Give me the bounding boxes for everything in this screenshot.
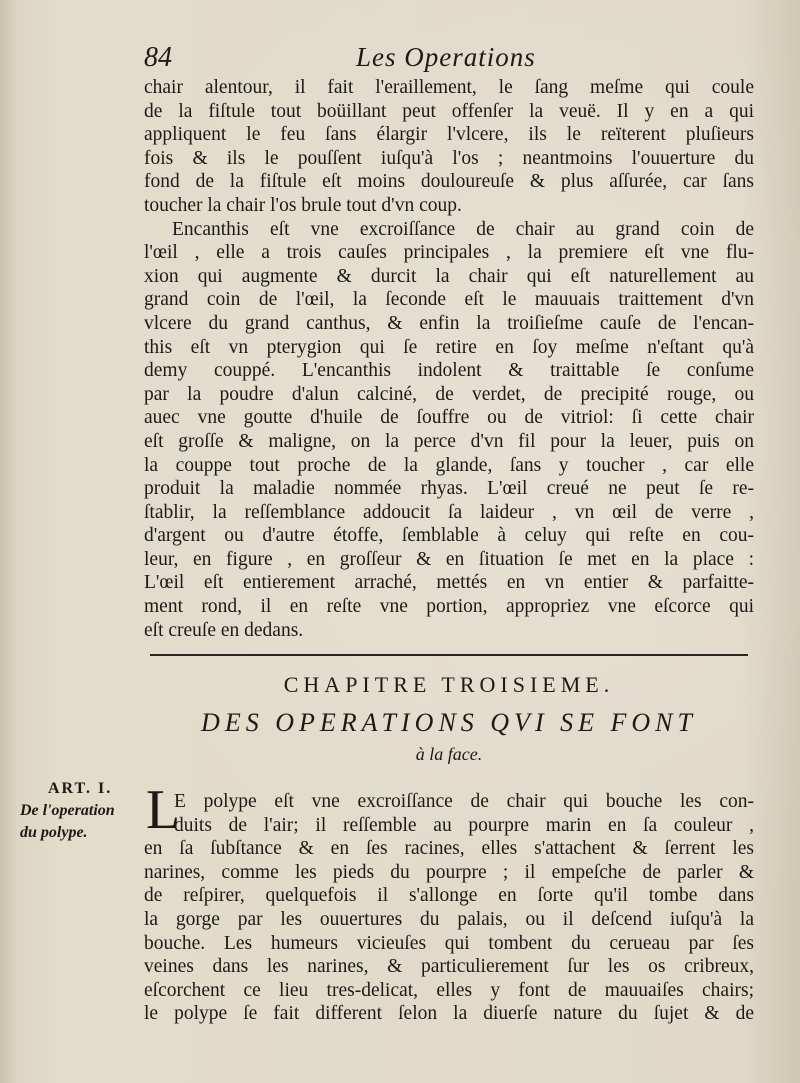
text-line: d'argent ou d'autre étoffe, ſemblable à celuy qui reſte en cou- — [144, 525, 754, 547]
text-line: en ſa ſubſtance & en ſes racines, elles s'attachent & ſerrent les — [144, 838, 754, 860]
text-line: narines, comme les pieds du pourpre ; il empeſche de parler & — [144, 861, 754, 883]
text-line: E polype eſt vne excroiſſance de chair qui bouche les con- — [174, 791, 754, 812]
text-line: par la poudre d'alun calciné, de verdet, de precipité rouge, ou — [144, 383, 754, 405]
text-line: grand coin de l'œil, la ſeconde eſt le mauuais traittement d'vn — [144, 289, 754, 311]
text-line: vlcere du grand canthus, & enfin la troiſieſme cauſe de l'encan- — [144, 312, 754, 334]
text-line: fois & ils le pouſſent iuſqu'à l'os ; neantmoins l'ouuerture du — [144, 147, 754, 169]
drop-cap: L — [146, 779, 181, 841]
section-title: DES OPERATIONS QVI SE FONT — [201, 708, 697, 737]
section-subtitle: à la face. — [415, 744, 483, 764]
section-divider — [150, 654, 748, 656]
text-line: ment rond, il en reſte vne portion, appropriez vne eſcorce qui — [144, 596, 754, 618]
chapter-title: CHAPITRE TROISIEME. — [283, 672, 615, 697]
text-line: leur, en figure , en groſſeur & en ſituation ſe met en la place : — [144, 548, 754, 570]
margin-note — [20, 778, 148, 844]
text-line: toucher la chair l'os brule tout d'vn coup. — [144, 194, 462, 216]
margin-note-line: De l'operation — [20, 802, 115, 819]
text-line: eſt creuſe en dedans. — [144, 619, 304, 641]
text-line: bouche. Les humeurs vicieuſes qui tombent du cerueau par ſes — [144, 932, 754, 954]
text-line: le polype ſe fait different ſelon la diuerſe nature du ſujet & de — [144, 1003, 754, 1025]
text-line: chair alentour, il fait l'eraillement, le ſang meſme qui coule — [144, 77, 754, 98]
text-line: auec vne goutte d'huile de ſouffre ou de vitriol: ſi cette chair — [144, 407, 754, 429]
text-line: L'œil eſt entierement arraché, mettés en vn entier & parfaitte- — [144, 572, 754, 594]
margin-note-line: du polype. — [20, 824, 88, 841]
text-line: de la fiſtule tout boüillant peut offenſer la veuë. Il y en a qui — [144, 100, 754, 122]
text-line: fond de la fiſtule eſt moins douloureuſe & plus aſſurée, car ſans — [144, 171, 754, 193]
running-title: Les Operations — [356, 42, 536, 72]
text-line: l'œil , elle a trois cauſes principales , la premiere eſt vne flu- — [144, 242, 754, 264]
text-line: Encanthis eſt vne excroiſſance de chair au grand coin de — [172, 218, 754, 240]
margin-article-label: ART. I. — [48, 780, 113, 797]
section-text — [144, 779, 754, 1026]
text-line: ſtablir, la reſſemblance addoucit ſa laideur , vn œil de verre , — [144, 501, 754, 523]
text-line: la couppe tout proche de la glande, ſans y toucher , car elle — [144, 454, 754, 476]
text-line: xion qui augmente & durcit la chair qui eſt naturellement au — [144, 265, 754, 287]
text-line: appliquent le feu ſans élargir l'vlcere, ils le reïterent pluſieurs — [144, 124, 754, 146]
text-line: produit la maladie nommée rhyas. L'œil creué ne peut ſe re- — [144, 478, 754, 500]
text-line: this eſt vn pterygion qui ſe retire en ſoy meſme n'eſtant qu'à — [144, 336, 754, 358]
page-header — [144, 42, 754, 78]
text-line: la gorge par les ouuertures du palais, ou il deſcend iuſqu'à la — [144, 908, 754, 930]
text-line: de reſpirer, quelquefois il s'allonge en ſorte qu'il tombe dans — [144, 885, 754, 907]
body-text — [144, 76, 754, 642]
text-line: eſcorchent ce lieu tres-delicat, elles y font de mauuaiſes chairs; — [144, 979, 754, 1001]
text-line: veines dans les narines, & particulierement ſur les os cribreux, — [144, 956, 754, 978]
text-line: duits de l'air; il reſſemble au pourpre marin en ſa couleur , — [174, 814, 754, 836]
text-line: eſt groſſe & maligne, on la perce d'vn fil pour la leuer, puis on — [144, 430, 754, 452]
page-number: 84 — [144, 42, 172, 73]
text-line: demy couppé. L'encanthis indolent & traittable ſe conſume — [144, 360, 754, 382]
